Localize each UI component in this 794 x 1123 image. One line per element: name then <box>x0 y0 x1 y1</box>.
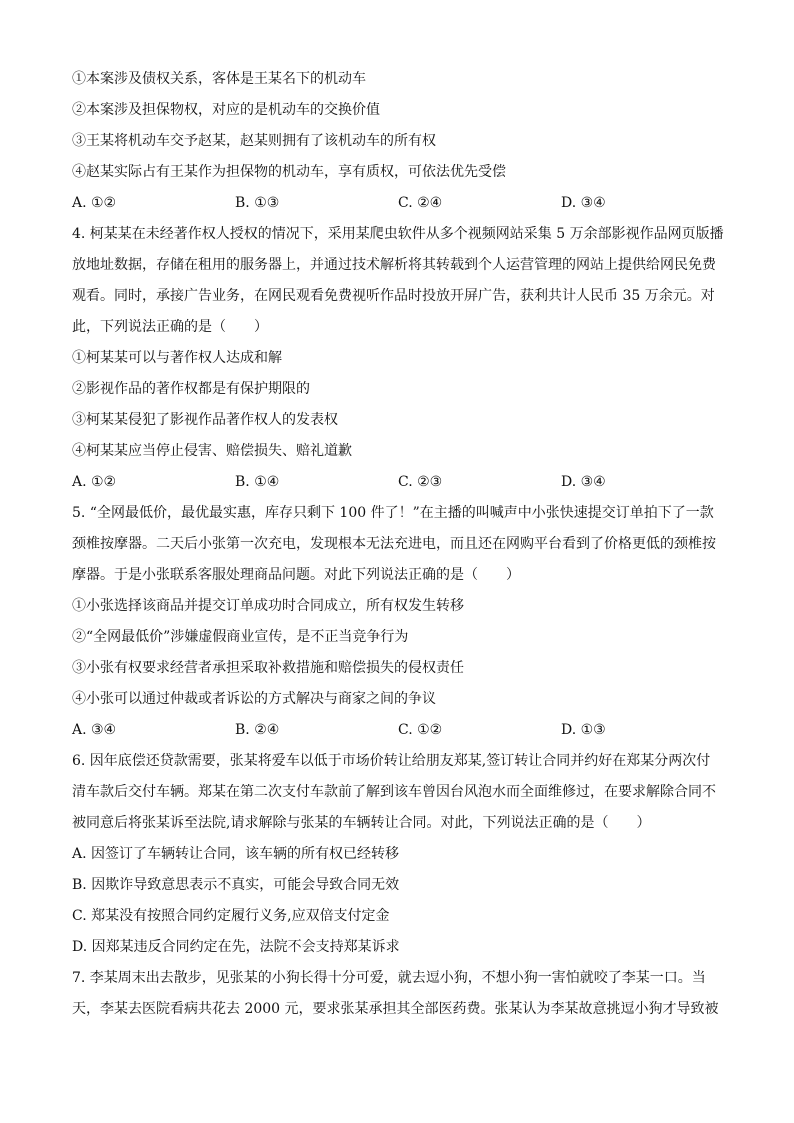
exam-page <box>72 64 724 1025</box>
option-b: B. ②④ <box>235 722 280 738</box>
question-3-items <box>72 64 724 219</box>
question-stem-line: 颈椎按摩器。二天后小张第一次充电，发现根本无法充进电，而且还在网购平台看到了价格更低的颈椎按 <box>72 536 716 552</box>
answer-options <box>72 715 724 746</box>
question-stem-line: 摩器。于是小张联系客服处理商品问题。对此下列说法正确的是（ ） <box>72 567 520 583</box>
statement-item: ③小张有权要求经营者承担采取补救措施和赔偿损失的侵权责任 <box>72 660 464 676</box>
choice-d: D. 因郑某违反合同约定在先，法院不会支持郑某诉求 <box>72 939 400 955</box>
question-stem-line: 放地址数据，存储在租用的服务器上，并通过技术解析将其转载到个人运营管理的网站上提供给网民免费 <box>72 257 716 273</box>
option-a: A. ③④ <box>72 722 117 738</box>
statement-item: ④小张可以通过仲裁或者诉讼的方式解决与商家之间的争议 <box>72 691 436 707</box>
statement-item: ②本案涉及担保物权，对应的是机动车的交换价值 <box>72 102 380 118</box>
question-stem-line: 天，李某去医院看病共花去 2000 元，要求张某承担其全部医药费。张某认为李某故意挑逗小狗才导致被 <box>72 1001 719 1017</box>
option-a: A. ①② <box>72 474 117 490</box>
statement-item: ③王某将机动车交予赵某，赵某则拥有了该机动车的所有权 <box>72 133 436 149</box>
option-a: A. ①② <box>72 195 117 211</box>
option-d: D. ①③ <box>561 722 606 738</box>
statement-item: ④柯某某应当停止侵害、赔偿损失、赔礼道歉 <box>72 443 352 459</box>
question-6 <box>72 746 724 963</box>
question-stem-line: 观看。同时，承接广告业务，在网民观看免费视听作品时投放开屏广告，获利共计人民币 35 万余元。对 <box>72 288 715 304</box>
question-stem-line: 5. “全网最低价，最优最实惠，库存只剩下 100 件了！”在主播的叫喊声中小张快速提交订单拍下了一款 <box>72 505 714 521</box>
question-stem-line: 清车款后交付车辆。郑某在第二次支付车款前了解到该车曾因台风泡水而全面维修过，在要求解除合同不 <box>72 784 716 800</box>
statement-item: ①本案涉及债权关系，客体是王某名下的机动车 <box>72 71 366 87</box>
statement-item: ①小张选择该商品并提交订单成功时合同成立，所有权发生转移 <box>72 598 464 614</box>
statement-item: ②“全网最低价”涉嫌虚假商业宣传，是不正当竞争行为 <box>72 629 409 645</box>
option-d: D. ③④ <box>561 195 606 211</box>
option-c: C. ②④ <box>398 195 443 211</box>
question-4 <box>72 219 724 498</box>
answer-options <box>72 467 724 498</box>
answer-options <box>72 188 724 219</box>
option-c: C. ②③ <box>398 474 443 490</box>
question-stem-line: 被同意后将张某诉至法院,请求解除与张某的车辆转让合同。对此，下列说法正确的是（ ） <box>72 815 651 831</box>
statement-item: ④赵某实际占有王某作为担保物的机动车，享有质权，可依法优先受偿 <box>72 164 506 180</box>
option-c: C. ①② <box>398 722 443 738</box>
choice-c: C. 郑某没有按照合同约定履行义务,应双倍支付定金 <box>72 908 390 924</box>
statement-item: ③柯某某侵犯了影视作品著作权人的发表权 <box>72 412 338 428</box>
question-stem-line: 4. 柯某某在未经著作权人授权的情况下，采用某爬虫软件从多个视频网站采集 5 万余部影视作品网页版播 <box>72 226 724 242</box>
question-5 <box>72 498 724 746</box>
choice-b: B. 因欺诈导致意思表示不真实，可能会导致合同无效 <box>72 877 400 893</box>
statement-item: ①柯某某可以与著作权人达成和解 <box>72 350 282 366</box>
question-7 <box>72 963 724 1025</box>
option-b: B. ①④ <box>235 474 280 490</box>
question-stem-line: 6. 因年底偿还贷款需要，张某将爱车以低于市场价转让给朋友郑某,签订转让合同并约好在郑某分两次付 <box>72 753 711 769</box>
statement-item: ②影视作品的著作权都是有保护期限的 <box>72 381 310 397</box>
option-b: B. ①③ <box>235 195 280 211</box>
option-d: D. ③④ <box>561 474 606 490</box>
question-stem-line: 7. 李某周末出去散步，见张某的小狗长得十分可爱，就去逗小狗，不想小狗一害怕就咬了李某一口。当 <box>72 970 706 986</box>
choice-a: A. 因签订了车辆转让合同，该车辆的所有权已经转移 <box>72 846 400 862</box>
question-stem-line: 此，下列说法正确的是（ ） <box>72 319 268 335</box>
